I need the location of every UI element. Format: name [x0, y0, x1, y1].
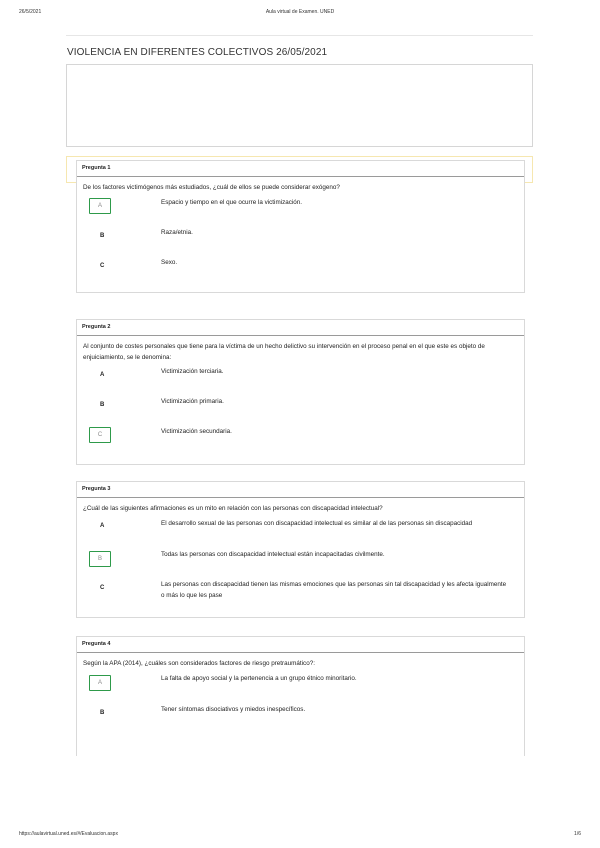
question-text: Al conjunto de costes personales que tiene para la víctima de un hecho delictivo su intervención en el proceso penal en el que este es objeto de enjuiciamiento, se le denomina:	[83, 343, 485, 361]
option-text: La falta de apoyo social y la pertenencia a un grupo étnico minoritario.	[161, 675, 357, 682]
option-c[interactable]: C	[100, 263, 105, 269]
option-text: Sexo.	[161, 259, 178, 266]
question-card-4	[76, 636, 525, 756]
question-text: Según la APA (2014), ¿cuáles son considerados factores de riesgo pretraumático?:	[83, 660, 315, 667]
option-a-selected[interactable]: A	[89, 198, 111, 214]
option-b[interactable]: B	[100, 233, 105, 239]
question-card-2	[76, 319, 525, 465]
question-header	[77, 161, 524, 177]
question-label: Pregunta 1	[82, 165, 111, 171]
header-divider	[66, 35, 533, 36]
option-text: Tener síntomas disociativos y miedos inespecíficos.	[161, 706, 306, 713]
option-c[interactable]: C	[100, 585, 105, 591]
question-header	[77, 320, 524, 336]
question-text: De los factores victimógenos más estudiados, ¿cuál de ellos se puede considerar exógeno?	[83, 184, 340, 191]
option-text: Espacio y tiempo en el que ocurre la victimización.	[161, 199, 303, 206]
question-label: Pregunta 3	[82, 486, 111, 492]
option-b[interactable]: B	[100, 710, 105, 716]
print-footer-url: https://aulavirtual.uned.es/#/Evaluacion.aspx	[19, 831, 118, 837]
question-label: Pregunta 2	[82, 324, 111, 330]
print-page-number: 1/6	[574, 831, 581, 837]
option-text: Raza/etnia.	[161, 229, 193, 236]
question-label: Pregunta 4	[82, 641, 111, 647]
question-card-1	[76, 160, 525, 293]
question-text: ¿Cuál de las siguientes afirmaciones es un mito en relación con las personas con discapacidad intelectual?	[83, 505, 383, 512]
option-text: Las personas con discapacidad tienen las mismas emociones que las personas sin tal discapacidad y les afecta igualmente o más lo que les pase	[161, 581, 507, 599]
option-a-selected[interactable]: A	[89, 675, 111, 691]
question-header	[77, 482, 524, 498]
print-header-title: Aula virtual de Examen. UNED	[265, 9, 335, 15]
option-text: El desarrollo sexual de las personas con discapacidad intelectual es similar al de las personas sin discapacidad	[161, 520, 473, 527]
option-a[interactable]: A	[100, 523, 105, 529]
question-header	[77, 637, 524, 653]
exam-info-panel	[66, 64, 533, 147]
exam-title: VIOLENCIA EN DIFERENTES COLECTIVOS 26/05/2021	[67, 47, 328, 58]
question-card-3	[76, 481, 525, 618]
option-a[interactable]: A	[100, 372, 105, 378]
option-text: Victimización secundaria.	[161, 428, 232, 435]
option-b-selected[interactable]: B	[89, 551, 111, 567]
option-c-selected[interactable]: C	[89, 427, 111, 443]
option-text: Victimización terciaria.	[161, 368, 224, 375]
option-b[interactable]: B	[100, 402, 105, 408]
print-date: 26/5/2021	[19, 9, 42, 15]
option-text: Victimización primaria.	[161, 398, 224, 405]
option-text: Todas las personas con discapacidad intelectual están incapacitadas civilmente.	[161, 551, 385, 558]
